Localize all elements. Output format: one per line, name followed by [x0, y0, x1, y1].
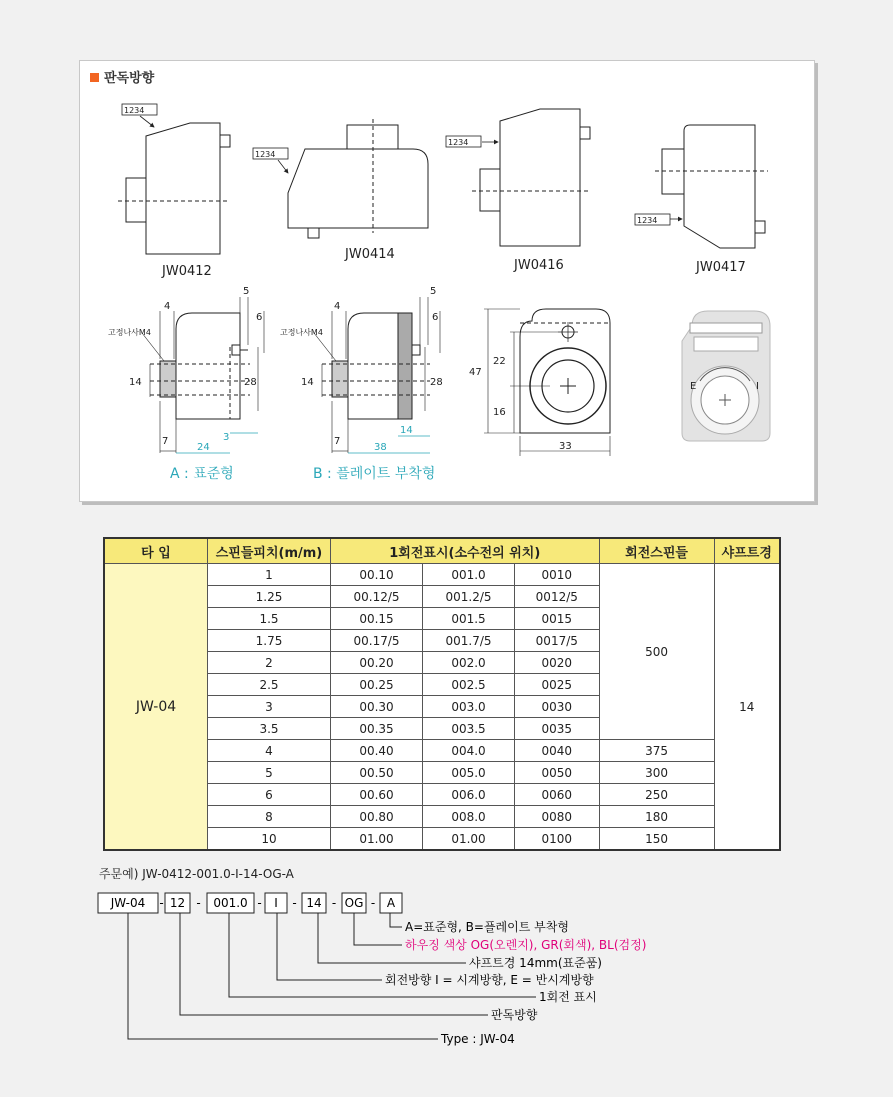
mount-a-label: A : 표준형 — [170, 466, 234, 482]
shaft-cell: 14 — [714, 564, 780, 851]
pitch-cell: 5 — [208, 762, 331, 784]
order-code-text: JW-04 — [110, 896, 146, 910]
model-name: JW0416 — [514, 258, 564, 273]
order-note: 샤프트경 14mm(표준품) — [469, 956, 602, 970]
display-cell: 003.5 — [423, 718, 515, 740]
display-cell: 0040 — [515, 740, 600, 762]
pitch-cell: 6 — [208, 784, 331, 806]
order-example-text: 주문예) JW-0412-001.0-I-14-OG-A — [99, 867, 294, 881]
screw-label: 고정나사M4 — [280, 328, 323, 337]
dim-label: 4 — [164, 301, 171, 312]
mount-b-label: B : 플레이트 부착형 — [313, 466, 436, 482]
dim-label: 47 — [469, 367, 482, 378]
dial-label-i: I — [756, 381, 759, 392]
order-code-text: 12 — [169, 896, 186, 910]
display-cell: 0060 — [515, 784, 600, 806]
order-dash: - — [257, 896, 262, 910]
pitch-cell: 1.25 — [208, 586, 331, 608]
order-dash: - — [292, 896, 297, 910]
spindle-cell: 150 — [599, 828, 714, 851]
dim-label: 22 — [493, 356, 506, 367]
dim-label: 4 — [334, 301, 341, 312]
display-cell: 008.0 — [423, 806, 515, 828]
type-cell: JW-04 — [104, 564, 208, 851]
display-cell: 00.30 — [331, 696, 423, 718]
model-name: JW0417 — [696, 260, 746, 275]
svg-text:1234: 1234 — [255, 150, 276, 159]
dim-label: 6 — [256, 312, 263, 323]
dim-label: 14 — [301, 377, 314, 388]
order-dash: - — [196, 896, 201, 910]
display-cell: 003.0 — [423, 696, 515, 718]
header-type: 타 입 — [104, 538, 208, 564]
display-cell: 0015 — [515, 608, 600, 630]
dim-label: 7 — [334, 436, 341, 447]
display-cell: 005.0 — [423, 762, 515, 784]
order-dash: - — [370, 896, 376, 910]
display-cell: 002.5 — [423, 674, 515, 696]
display-cell: 0020 — [515, 652, 600, 674]
spindle-cell: 375 — [599, 740, 714, 762]
order-note: 판독방향 — [491, 1008, 538, 1022]
display-cell: 01.00 — [331, 828, 423, 851]
spindle-cell: 300 — [599, 762, 714, 784]
dim-label: 24 — [197, 442, 210, 453]
order-code-text: OG — [344, 896, 364, 910]
dim-label: 33 — [559, 441, 572, 452]
spindle-cell: 500 — [599, 564, 714, 740]
order-dash: - — [331, 896, 337, 910]
display-cell: 0050 — [515, 762, 600, 784]
display-cell: 01.00 — [423, 828, 515, 851]
display-cell: 00.15 — [331, 608, 423, 630]
display-cell: 0080 — [515, 806, 600, 828]
order-dash: - — [159, 896, 164, 910]
dim-label: 7 — [162, 436, 169, 447]
header-display: 1회전표시(소수전의 위치) — [331, 538, 600, 564]
display-cell: 0100 — [515, 828, 600, 851]
header-spindle: 회전스핀들 — [599, 538, 714, 564]
section-title: 판독방향 — [90, 67, 154, 86]
pitch-cell: 4 — [208, 740, 331, 762]
header-pitch: 스핀들피치(m/m) — [208, 538, 331, 564]
svg-text:1234: 1234 — [448, 138, 469, 147]
order-note: 하우징 색상 OG(오렌지), GR(회색), BL(검정) — [405, 938, 647, 952]
display-cell: 00.60 — [331, 784, 423, 806]
header-shaft: 샤프트경 — [714, 538, 780, 564]
screw-label: 고정나사M4 — [108, 328, 151, 337]
display-cell: 001.7/5 — [423, 630, 515, 652]
pitch-cell: 3.5 — [208, 718, 331, 740]
dim-label: 14 — [129, 377, 142, 388]
pitch-cell: 1 — [208, 564, 331, 586]
order-note: A=표준형, B=플레이트 부착형 — [405, 920, 569, 934]
order-code-text: 14 — [306, 896, 322, 910]
dim-label: 14 — [400, 425, 413, 436]
svg-text:1234: 1234 — [637, 216, 658, 225]
display-cell: 00.12/5 — [331, 586, 423, 608]
display-cell: 0010 — [515, 564, 600, 586]
order-note: 회전방향 I = 시계방향, E = 반시계방향 — [385, 973, 594, 987]
dim-label: 6 — [432, 312, 439, 323]
order-note: Type : JW-04 — [441, 1032, 515, 1046]
display-cell: 0025 — [515, 674, 600, 696]
dim-label: 3 — [223, 432, 230, 443]
dial-label-e: E — [690, 381, 697, 392]
display-cell: 00.40 — [331, 740, 423, 762]
pitch-cell: 1.75 — [208, 630, 331, 652]
display-cell: 00.25 — [331, 674, 423, 696]
display-cell: 00.17/5 — [331, 630, 423, 652]
svg-text:1234: 1234 — [124, 106, 145, 115]
dim-label: 28 — [244, 377, 257, 388]
pitch-cell: 8 — [208, 806, 331, 828]
display-cell: 0017/5 — [515, 630, 600, 652]
pitch-cell: 1.5 — [208, 608, 331, 630]
display-cell: 00.10 — [331, 564, 423, 586]
pitch-cell: 2.5 — [208, 674, 331, 696]
display-cell: 001.5 — [423, 608, 515, 630]
spindle-cell: 180 — [599, 806, 714, 828]
dim-label: 16 — [493, 407, 506, 418]
display-cell: 0030 — [515, 696, 600, 718]
display-cell: 00.35 — [331, 718, 423, 740]
pitch-cell: 10 — [208, 828, 331, 851]
spindle-cell: 250 — [599, 784, 714, 806]
display-cell: 001.0 — [423, 564, 515, 586]
order-code-text: I — [274, 896, 278, 910]
order-code-text: 001.0 — [213, 896, 248, 910]
display-cell: 00.50 — [331, 762, 423, 784]
model-name: JW0412 — [162, 264, 212, 279]
order-note: 1회전 표시 — [539, 990, 597, 1004]
display-cell: 0035 — [515, 718, 600, 740]
dim-label: 38 — [374, 442, 387, 453]
display-cell: 00.80 — [331, 806, 423, 828]
dim-label: 5 — [243, 286, 250, 297]
display-cell: 0012/5 — [515, 586, 600, 608]
model-name: JW0414 — [345, 247, 395, 262]
display-cell: 004.0 — [423, 740, 515, 762]
display-cell: 002.0 — [423, 652, 515, 674]
pitch-cell: 3 — [208, 696, 331, 718]
display-cell: 001.2/5 — [423, 586, 515, 608]
pitch-cell: 2 — [208, 652, 331, 674]
display-cell: 006.0 — [423, 784, 515, 806]
order-code-text: A — [386, 896, 396, 910]
dim-label: 28 — [430, 377, 443, 388]
display-cell: 00.20 — [331, 652, 423, 674]
dim-label: 5 — [430, 286, 437, 297]
